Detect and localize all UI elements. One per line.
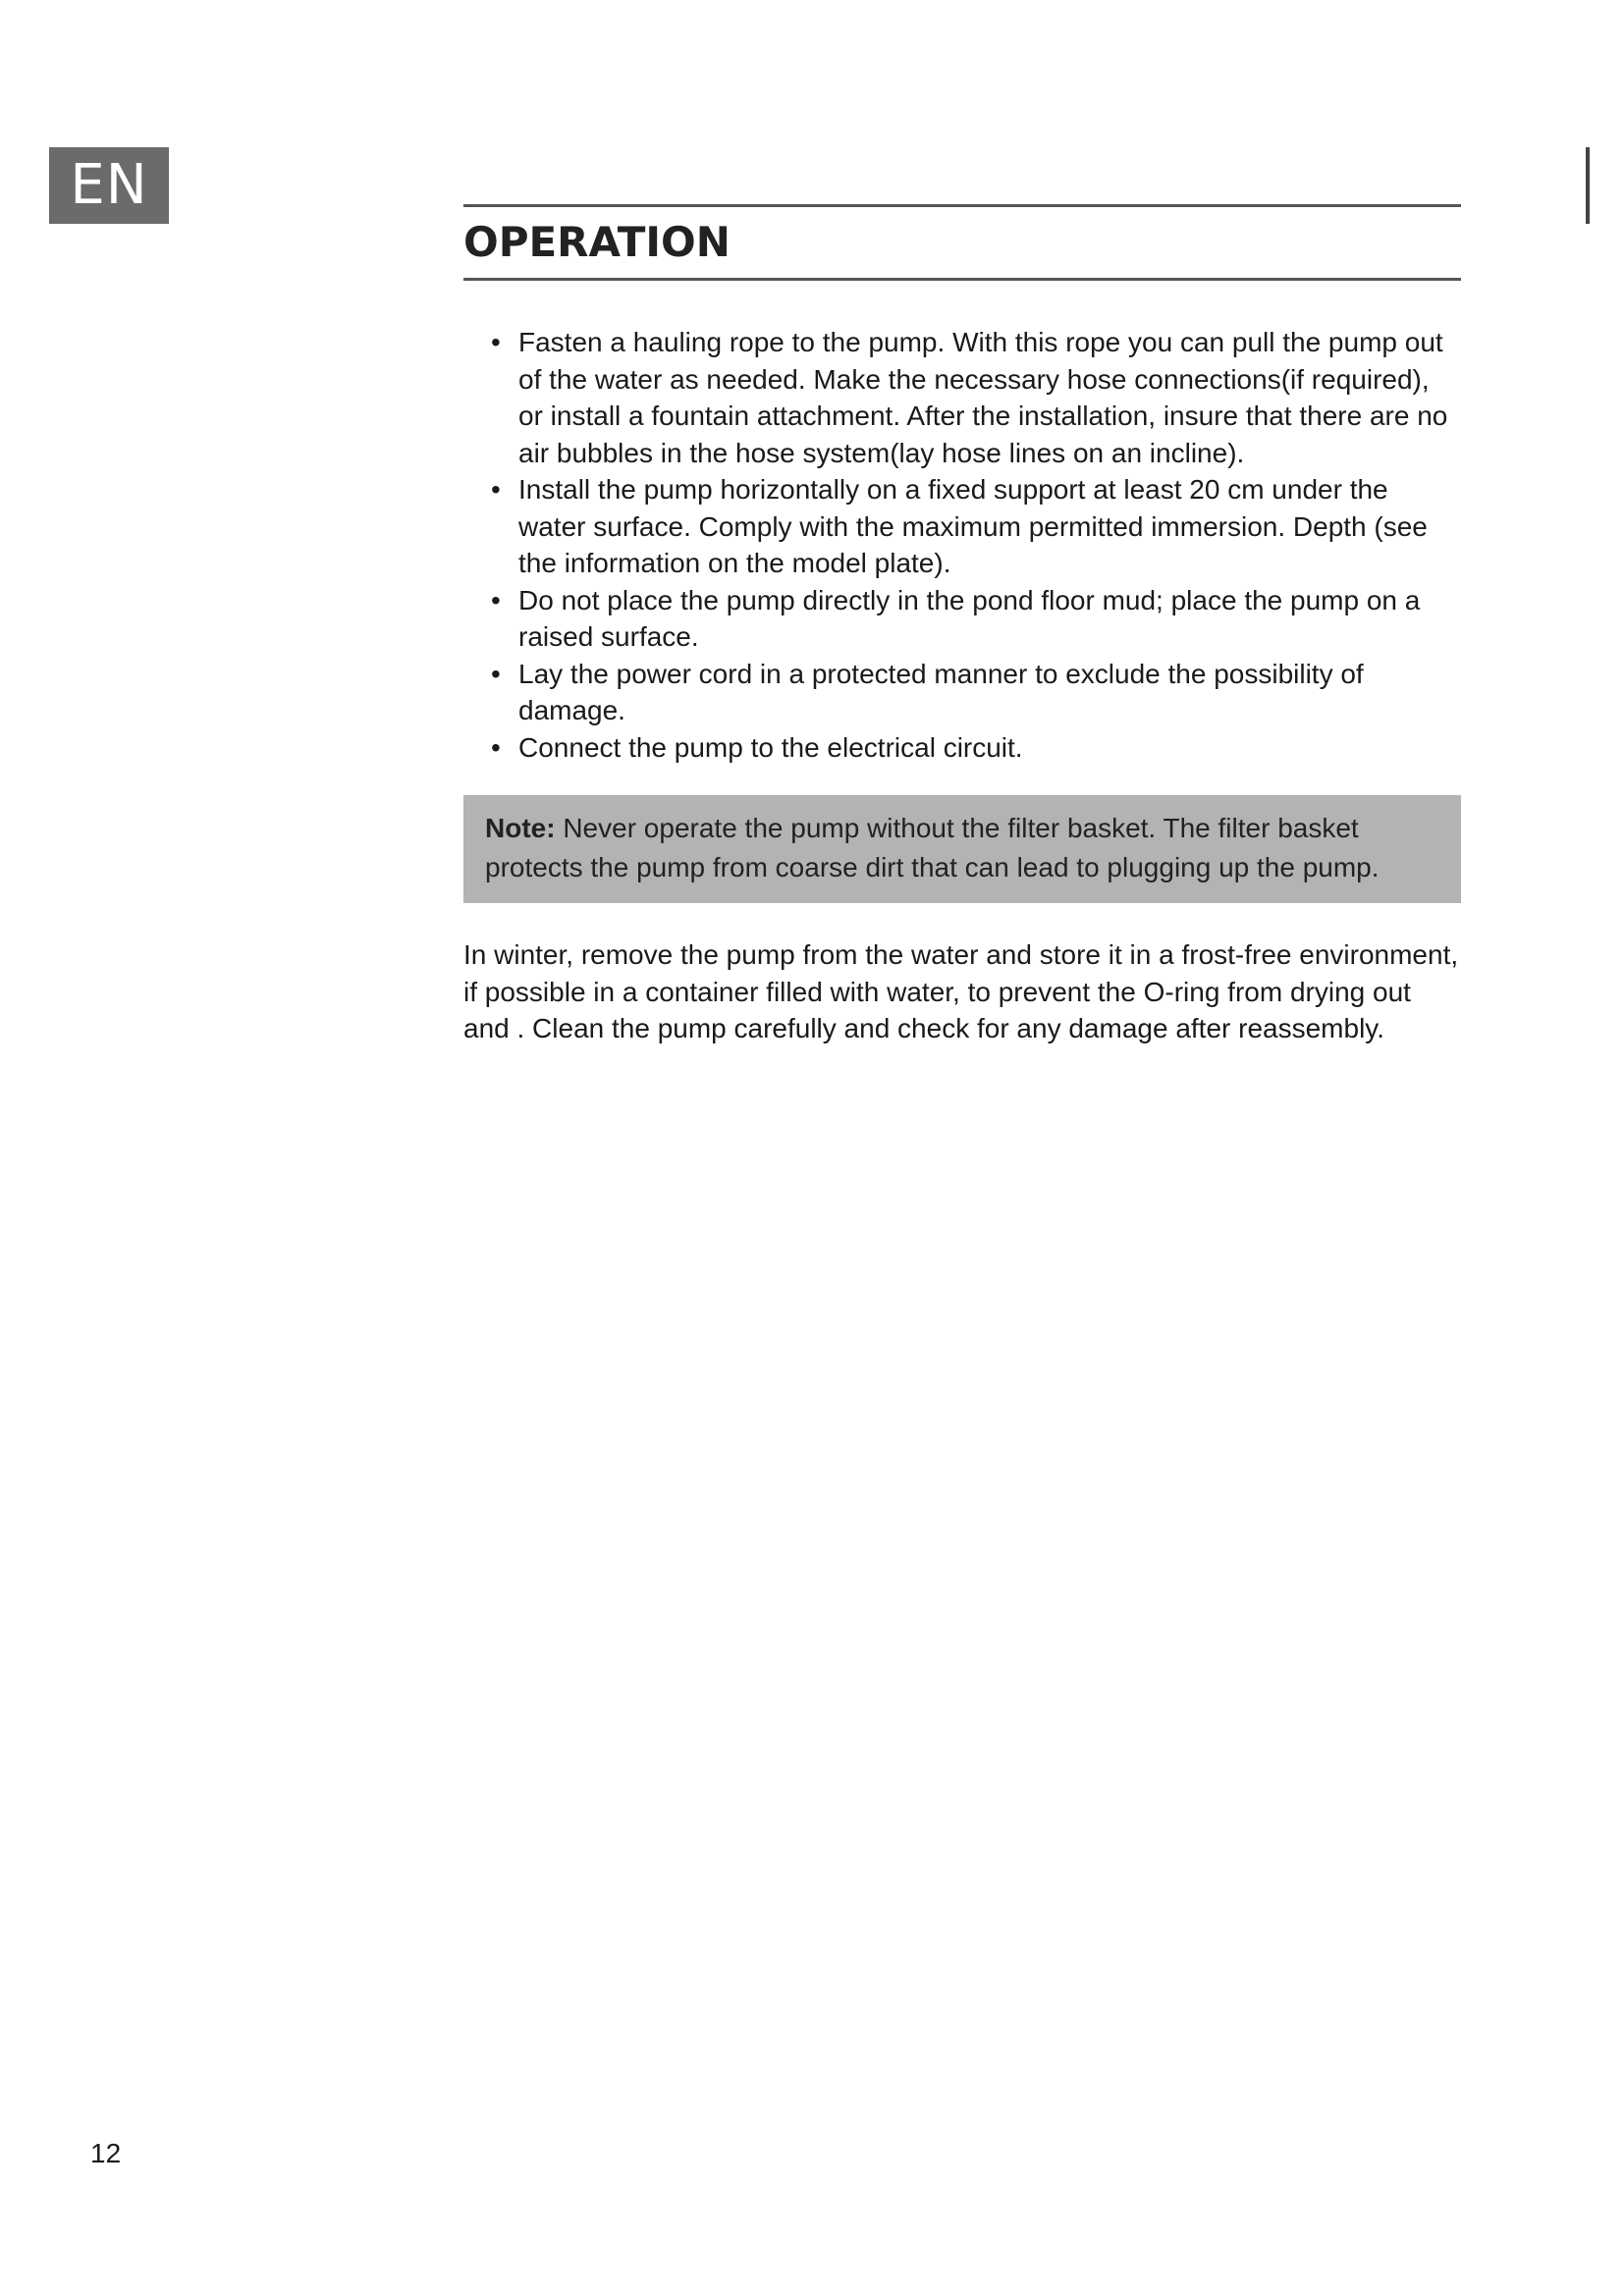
bullet-icon: •	[491, 658, 501, 689]
bullet-icon: •	[491, 474, 501, 505]
list-item	[463, 582, 1461, 656]
bullet-icon: •	[491, 584, 501, 615]
page-edge-marker	[1586, 147, 1590, 224]
list-item-text: Do not place the pump directly in the pond floor mud; place the pump on a raised surface.	[518, 584, 1421, 652]
list-item	[463, 729, 1461, 767]
section-title: OPERATION	[463, 218, 731, 266]
winter-storage-paragraph: In winter, remove the pump from the water and store it in a frost-free environment, if possible in a container filled with water, to prevent the O-ring from drying out and . Clean the pump carefully and check for any damage after reassembly.	[463, 939, 1459, 1043]
list-item	[463, 324, 1461, 471]
page-number: 12	[90, 2138, 122, 2168]
list-item-text: Lay the power cord in a protected manner to exclude the possibility of damage.	[518, 658, 1364, 725]
instruction-list	[463, 324, 1461, 766]
main-content	[463, 204, 1461, 1047]
list-item	[463, 471, 1461, 582]
list-item-text: Install the pump horizontally on a fixed support at least 20 cm under the water surface. Comply with the maximum permitted immersion. Depth (see the information on the model plate).	[518, 474, 1428, 578]
note-text: Never operate the pump without the filter basket. The filter basket protects the pump from coarse dirt that can lead to plugging up the pump.	[485, 813, 1380, 882]
title-bottom-rule	[463, 278, 1461, 281]
list-item-text: Fasten a hauling rope to the pump. With this rope you can pull the pump out of the water as needed. Make the necessary hose connections(if required), or install a fountain attachment. After the installation, insure that there are no air bubbles in the hose system(lay hose lines on an incline).	[518, 327, 1448, 468]
bullet-icon: •	[491, 731, 501, 763]
list-item-text: Connect the pump to the electrical circuit.	[518, 731, 1023, 763]
note-label: Note:	[485, 813, 556, 843]
bullet-icon: •	[491, 327, 501, 357]
list-item	[463, 656, 1461, 729]
language-tab: EN	[49, 147, 169, 224]
note-box	[463, 795, 1461, 903]
